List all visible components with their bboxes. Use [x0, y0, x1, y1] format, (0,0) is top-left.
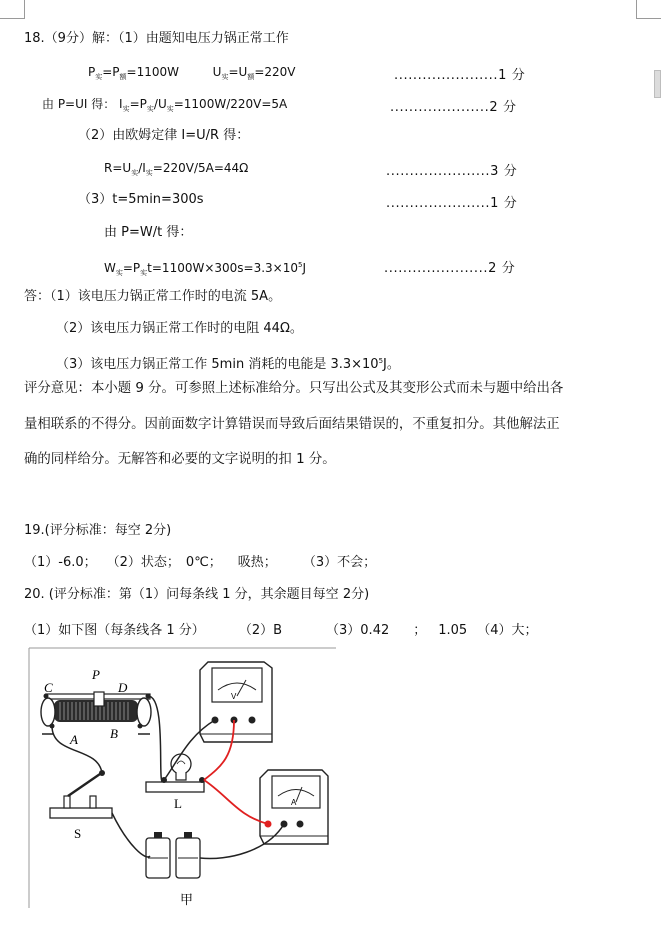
q18-current-line: 由 P=UI 得： $I_实=P_实/U_实=1100W/220V=5A$: [42, 97, 288, 113]
q20-title: 20. (评分标准：第（1）问每条线 1 分，其余题目每空 2分): [24, 587, 370, 602]
q18-score-4: ......................1 分: [386, 196, 518, 211]
q18-evaluation-1: 评分意见：本小题 9 分。可参照上述标准给分。只写出公式及其变形公式而未与题中给出各: [24, 381, 564, 396]
lamp: [146, 754, 205, 792]
q18-part2: （2）由欧姆定律 I=U/R 得：: [78, 128, 250, 143]
label-l: L: [174, 796, 182, 811]
crop-mark-top-left: [0, 0, 25, 19]
figure-caption: 甲: [180, 892, 194, 907]
battery: [146, 832, 200, 878]
q18-score-5: ......................2 分: [384, 261, 516, 276]
switch: [50, 770, 112, 818]
q18-answer-1: 答：（1）该电压力锅正常工作时的电流 5A。: [24, 289, 282, 304]
wire-switch-battery: [112, 813, 150, 857]
rheostat: [41, 692, 151, 734]
q18-score-3: ......................3 分: [386, 164, 518, 179]
ammeter: [260, 770, 328, 844]
q18-score-2: .....................2 分: [390, 100, 517, 115]
label-a: A: [70, 732, 78, 747]
wire-red-ammeter: [204, 780, 268, 824]
q19-title: 19.(评分标准：每空 2分): [24, 523, 172, 538]
label-s: S: [74, 826, 82, 841]
q18-answer-3: （3）该电压力锅正常工作 5min 消耗的电能是 $3.3\times 10^5J$。: [56, 357, 400, 372]
q20-answers: （1）如下图（每条线各 1 分） （2）B （3）0.42 ； 1.05 （4）大；: [24, 623, 538, 638]
circuit-figure: [28, 646, 338, 910]
q18-power-line: $P_实=P_额=1100W$ $U_实=U_额=220V$: [88, 65, 296, 81]
voltmeter: [200, 662, 272, 742]
q18-formula-line: 由 P=W/t 得：: [104, 225, 193, 240]
label-p: P: [92, 667, 100, 682]
q18-evaluation-3: 确的同样给分。无解答和必要的文字说明的扣 1 分。: [24, 452, 336, 467]
crop-mark-top-right: [636, 0, 661, 19]
label-b: B: [110, 726, 118, 741]
q19-answers: （1）-6.0； （2）状态； 0℃； 吸热； （3）不会；: [24, 555, 377, 570]
q18-part3: （3）t=5min=300s: [78, 192, 204, 207]
q18-answer-2: （2）该电压力锅正常工作时的电阻 44Ω。: [56, 321, 303, 336]
q18-evaluation-2: 量相联系的不得分。因前面数字计算错误而导致后面结果错误的，不重复扣分。其他解法正: [24, 417, 560, 432]
label-d: D: [118, 680, 128, 695]
rheostat-slider: [94, 692, 104, 706]
voltmeter-label: V: [231, 692, 237, 701]
q18-energy-line: $W_实=P_实t=1100W\times 300s=3.3\times 10^5J$: [104, 261, 307, 277]
q18-score-1: ......................1 分: [394, 68, 526, 83]
scrollbar-handle[interactable]: [654, 70, 661, 98]
ammeter-label: A: [291, 798, 297, 807]
q18-resistance-line: $R=U_实/I_实=220V/5A=44\Omega$: [104, 161, 249, 177]
label-c: C: [44, 680, 53, 695]
circuit-diagram: [28, 646, 338, 910]
q18-title: 18.（9分）解：（1）由题知电压力锅正常工作: [24, 31, 289, 46]
